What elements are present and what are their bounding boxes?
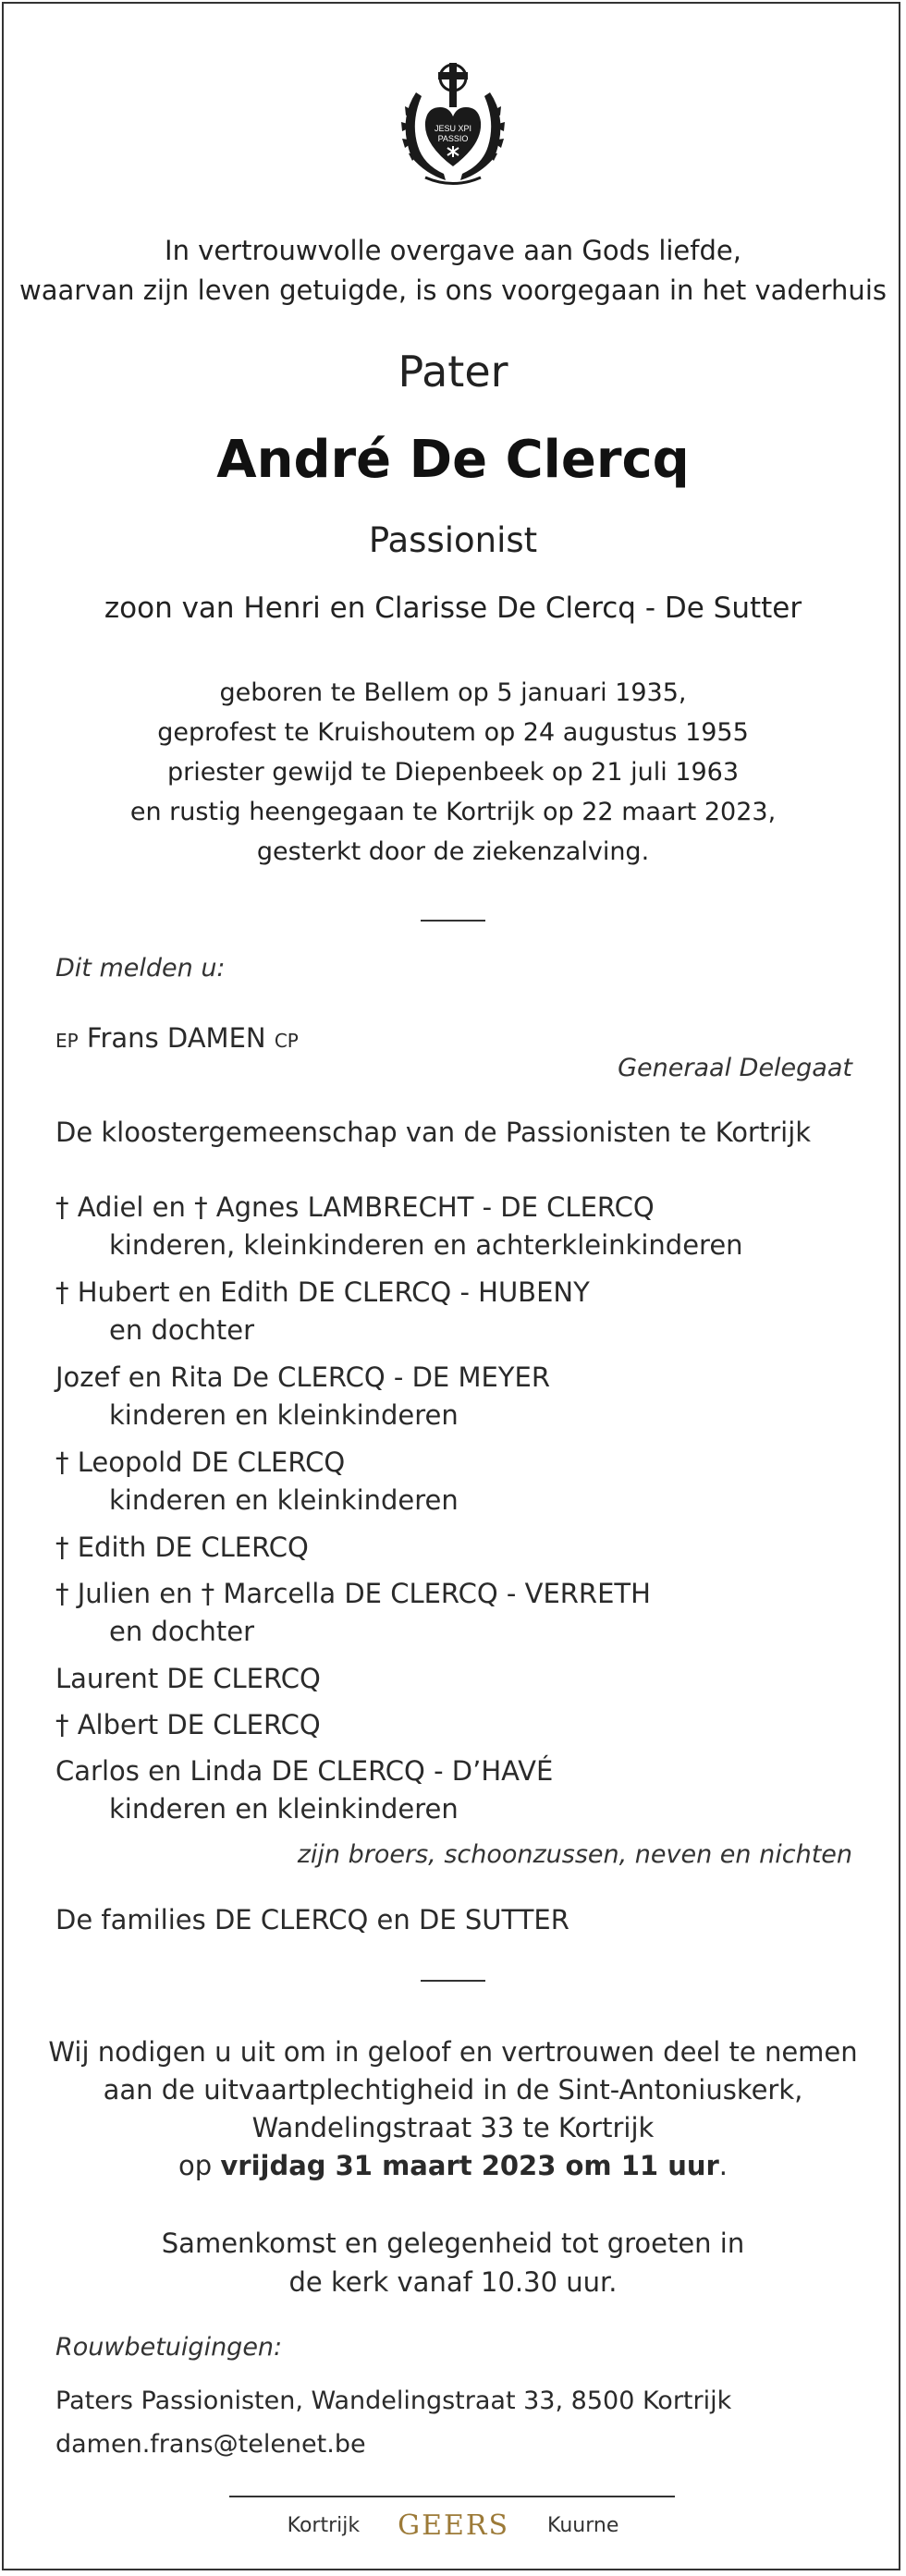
invitation-line-2: aan de uitvaartplechtigheid in de Sint-Antoniuskerk, — [103, 2074, 803, 2106]
family-line: † Albert DE CLERCQ — [55, 1709, 321, 1740]
date-line: en rustig heengegaan te Kortrijk op 22 maart 2023, — [129, 798, 777, 826]
footer-divider — [229, 2496, 675, 2497]
gathering-line-1: Samenkomst en gelegenheid tot groeten in — [161, 2228, 745, 2259]
family-sub: kinderen, kleinkinderen en achterkleinkinderen — [109, 1229, 743, 1261]
families-line: De families DE CLERCQ en DE SUTTER — [55, 1904, 569, 1935]
gathering-line-2: de kerk vanaf 10.30 uur. — [288, 2266, 618, 2298]
family-line: † Hubert en Edith DE CLERCQ - HUBENY — [55, 1276, 590, 1308]
parents-line: zoon van Henri en Clarisse De Clercq - De Sutter — [104, 592, 802, 625]
date-line: priester gewijd te Diepenbeek op 21 juli 1963 — [166, 758, 740, 787]
superior-suffix: CP — [274, 1030, 299, 1052]
family-line: † Adiel en † Agnes LAMBRECHT - DE CLERCQ — [55, 1191, 655, 1223]
invitation-line-1: Wij nodigen u uit om in geloof en vertrouwen deel te nemen — [48, 2036, 858, 2068]
life-dates — [0, 673, 906, 872]
gathering — [0, 2224, 906, 2301]
family-sub: kinderen en kleinkinderen — [109, 1484, 459, 1516]
emblem-text-1: JESU XPI — [434, 124, 472, 133]
footer — [0, 2509, 906, 2542]
intro-line-1: In vertrouwvolle overgave aan Gods liefde, — [165, 235, 741, 266]
announce-label: Dit melden u: — [55, 954, 226, 983]
footer-right: Kuurne — [547, 2514, 619, 2537]
footer-left: Kortrijk — [287, 2514, 361, 2537]
family-line: Laurent DE CLERCQ — [55, 1663, 321, 1694]
superior-role: Generaal Delegaat — [618, 1054, 852, 1082]
invitation — [0, 2033, 906, 2185]
intro-text — [0, 231, 906, 311]
family-line: † Edith DE CLERCQ — [55, 1532, 309, 1563]
intro-line-2: waarvan zijn leven getuigde, is ons voorgegaan in het vaderhuis — [19, 275, 887, 306]
funeral-date: vrijdag 31 maart 2023 om 11 uur — [220, 2150, 719, 2181]
family-sub: en dochter — [109, 1314, 255, 1346]
title-pater: Pater — [398, 347, 508, 397]
family-sub: en dochter — [109, 1616, 255, 1647]
separator — [421, 920, 485, 922]
condolences-email[interactable]: damen.frans@telenet.be — [55, 2430, 366, 2459]
order-name: Passionist — [368, 520, 538, 560]
family-line: Carlos en Linda DE CLERCQ - D’HAVÉ — [55, 1755, 554, 1787]
condolences-address: Paters Passionisten, Wandelingstraat 33, 8500 Kortrijk — [55, 2387, 732, 2415]
invitation-prefix: op — [178, 2150, 213, 2181]
invitation-line-4 — [0, 2147, 906, 2185]
date-line: geprofest te Kruishoutem op 24 augustus 1955 — [157, 718, 749, 747]
passionist-emblem — [388, 55, 518, 189]
family-line: † Julien en † Marcella DE CLERCQ - VERRETH — [55, 1578, 651, 1609]
family-sub: kinderen en kleinkinderen — [109, 1399, 459, 1431]
invitation-suffix: . — [718, 2150, 728, 2181]
superior-line — [55, 1019, 299, 1060]
date-line: gesterkt door de ziekenzalving. — [256, 837, 650, 866]
family-line: Jozef en Rita De CLERCQ - DE MEYER — [55, 1361, 550, 1393]
family-sub: kinderen en kleinkinderen — [109, 1793, 459, 1825]
emblem-text-2: PASSIO — [437, 134, 469, 143]
invitation-line-3: Wandelingstraat 33 te Kortrijk — [251, 2112, 655, 2143]
superior-name: Frans DAMEN — [86, 1022, 266, 1054]
separator — [421, 1980, 485, 1982]
condolences-label: Rouwbetuigingen: — [55, 2333, 283, 2362]
community-line: De kloostergemeenschap van de Passionisten te Kortrijk — [55, 1117, 812, 1148]
geers-logo: GEERS — [398, 2509, 510, 2542]
date-line: geboren te Bellem op 5 januari 1935, — [219, 678, 687, 707]
family-caption: zijn broers, schoonzussen, neven en nichten — [297, 1840, 852, 1869]
superior-prefix: EP — [55, 1030, 79, 1052]
deceased-name: André De Clercq — [216, 430, 690, 490]
family-line: † Leopold DE CLERCQ — [55, 1447, 346, 1478]
